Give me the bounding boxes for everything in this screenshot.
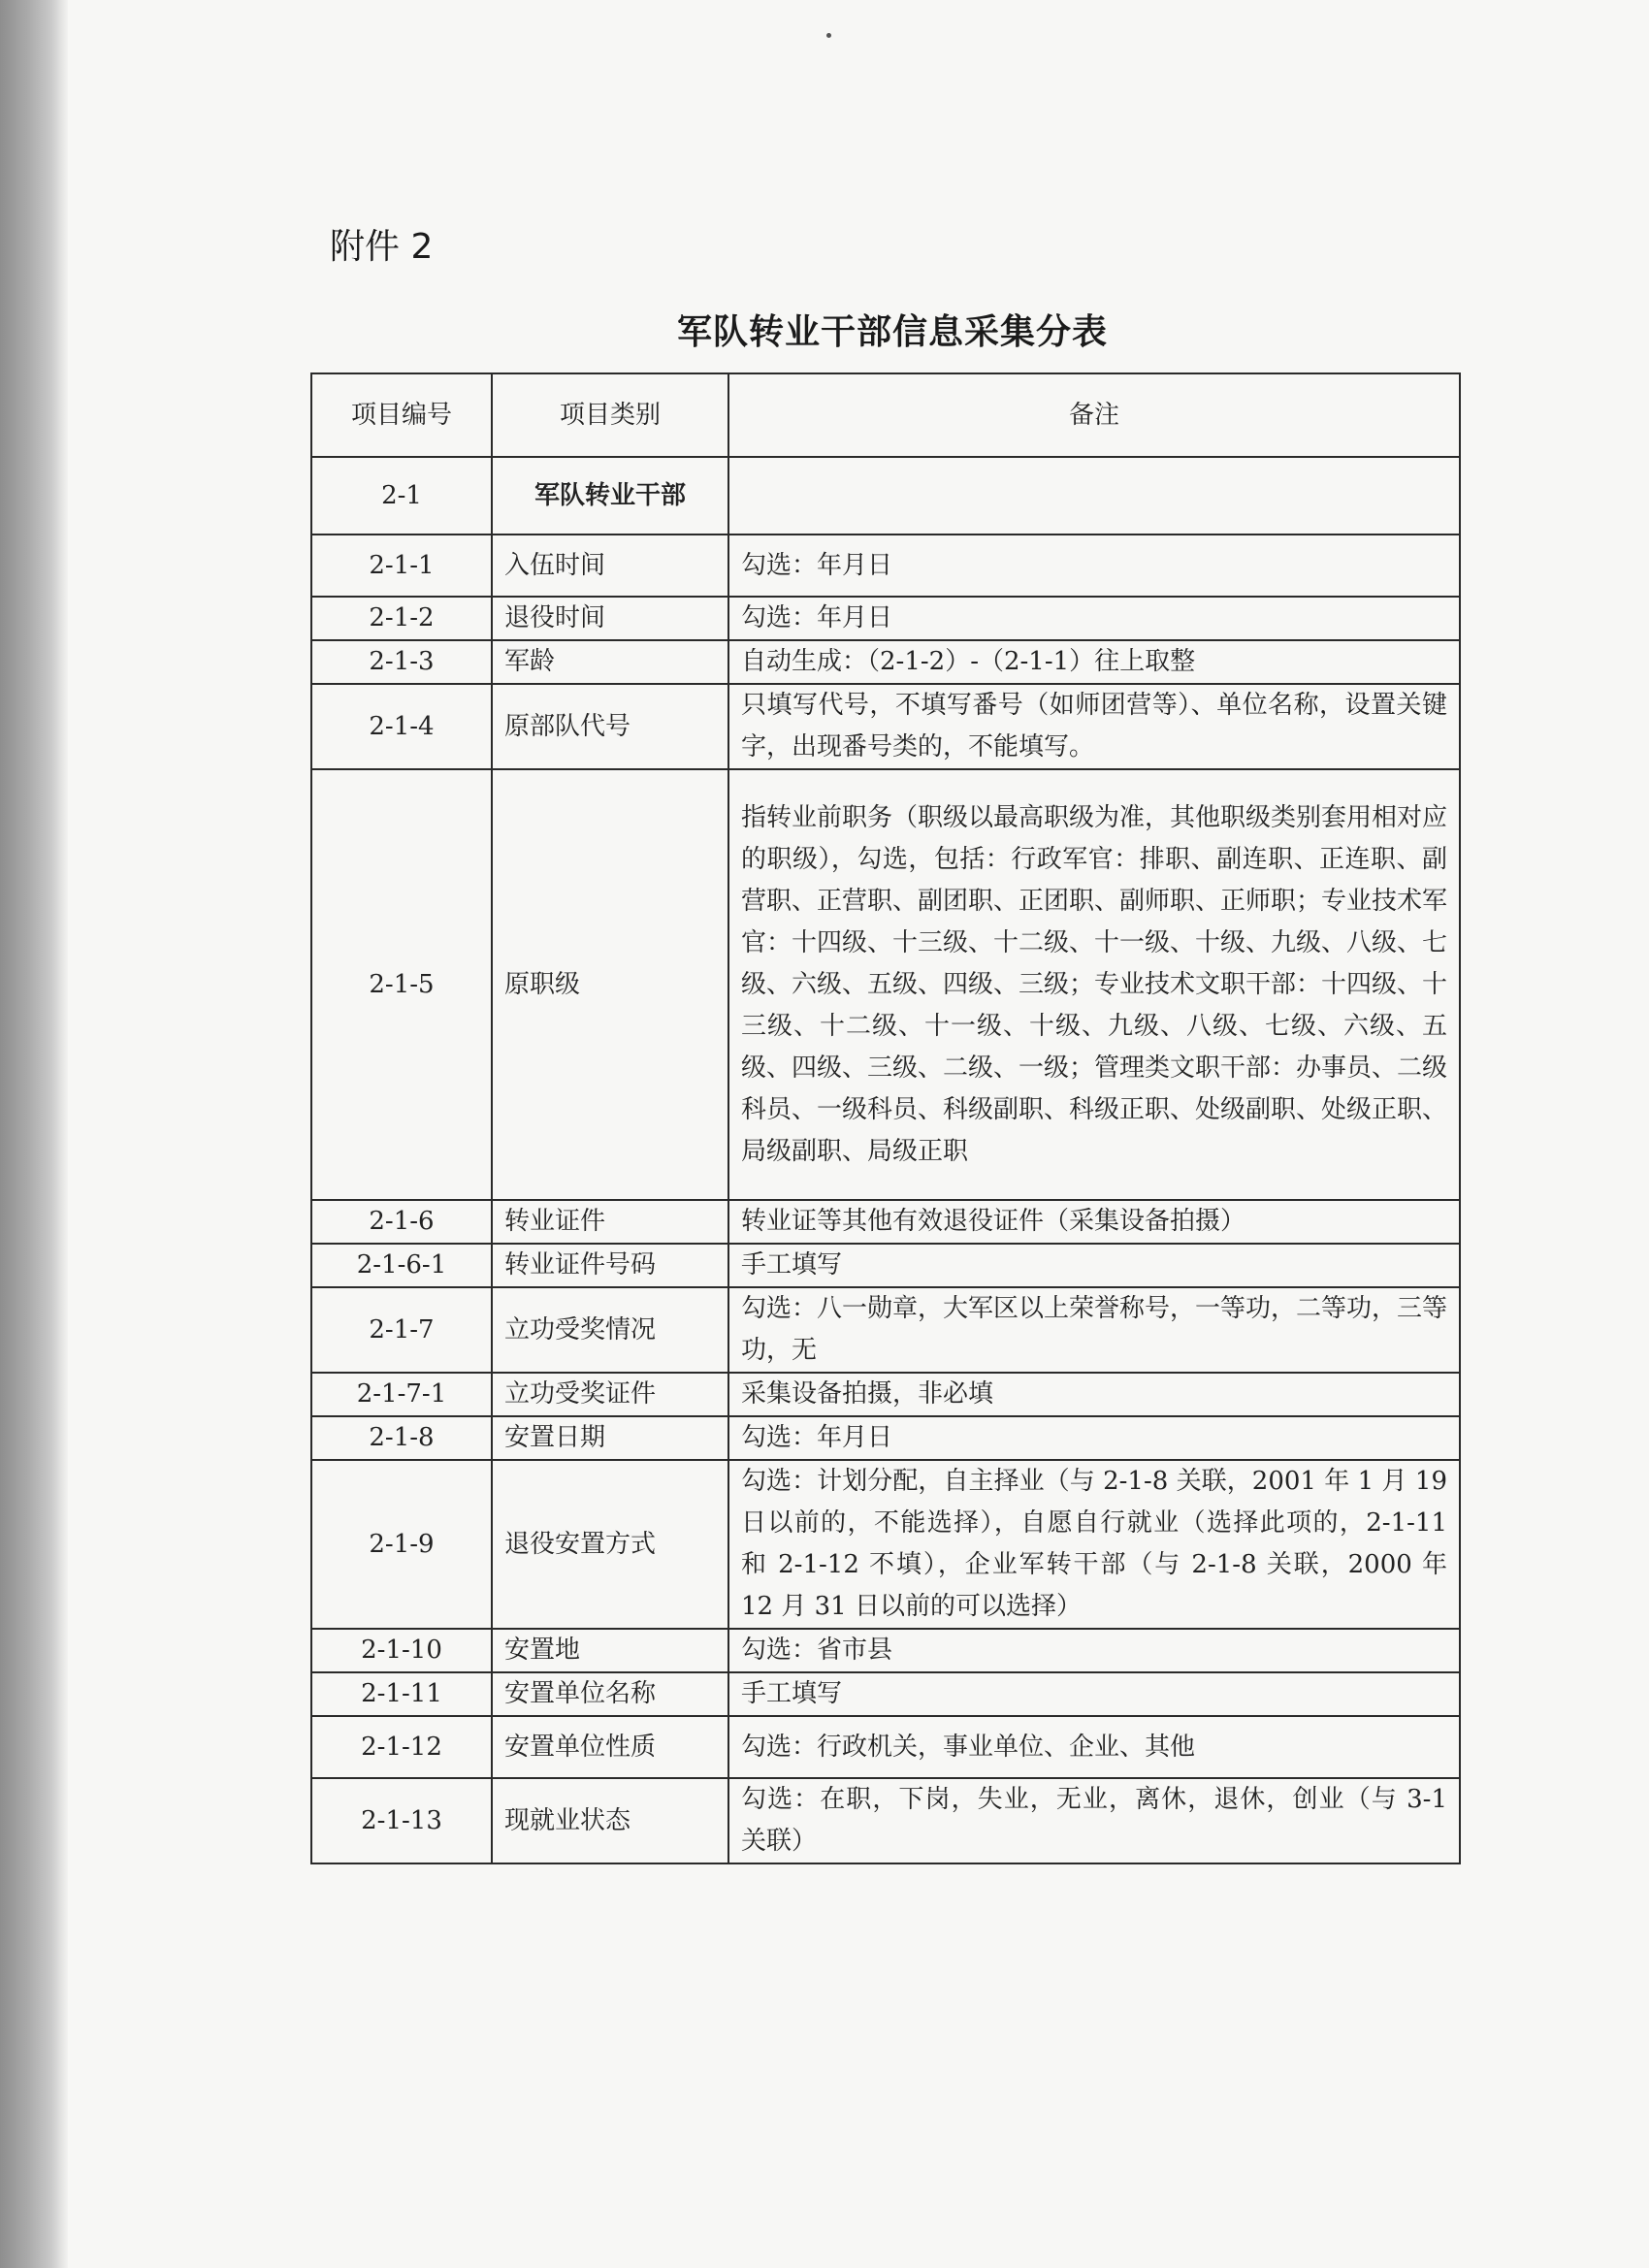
cell-note: 只填写代号，不填写番号（如师团营等）、单位名称，设置关键字，出现番号类的，不能填写。	[728, 684, 1460, 769]
cell-category: 军龄	[492, 640, 728, 684]
cell-category: 入伍时间	[492, 535, 728, 597]
cell-code: 2-1-3	[311, 640, 492, 684]
cell-code: 2-1-4	[311, 684, 492, 769]
cell-note: 转业证等其他有效退役证件（采集设备拍摄）	[728, 1200, 1460, 1244]
table-row	[311, 1629, 1460, 1672]
column-header-code: 项目编号	[311, 373, 492, 457]
cell-category: 安置单位性质	[492, 1716, 728, 1778]
table-row	[311, 1200, 1460, 1244]
column-header-category: 项目类别	[492, 373, 728, 457]
scan-edge-shadow	[0, 0, 68, 2268]
table-row	[311, 597, 1460, 640]
table-row	[311, 1716, 1460, 1778]
table-group-row	[311, 457, 1460, 535]
table-row	[311, 1778, 1460, 1863]
cell-note: 自动生成：（2-1-2）-（2-1-1）往上取整	[728, 640, 1460, 684]
cell-note: 勾选：在职，下岗，失业，无业，离休，退休，创业（与 3-1 关联）	[728, 1778, 1460, 1863]
cell-note: 勾选：八一勋章，大军区以上荣誉称号，一等功，二等功，三等功，无	[728, 1287, 1460, 1373]
table-row	[311, 1287, 1460, 1373]
cell-code: 2-1-8	[311, 1416, 492, 1460]
cell-code: 2-1-13	[311, 1778, 492, 1863]
table-row	[311, 1460, 1460, 1629]
table-row	[311, 1416, 1460, 1460]
cell-category: 安置日期	[492, 1416, 728, 1460]
cell-category: 转业证件	[492, 1200, 728, 1244]
cell-code: 2-1-6-1	[311, 1244, 492, 1287]
cell-note: 勾选：年月日	[728, 597, 1460, 640]
cell-category: 原职级	[492, 769, 728, 1200]
table-row	[311, 1672, 1460, 1716]
cell-category: 安置单位名称	[492, 1672, 728, 1716]
cell-category: 立功受奖情况	[492, 1287, 728, 1373]
cell-category: 立功受奖证件	[492, 1373, 728, 1416]
cell-note: 勾选：计划分配，自主择业（与 2-1-8 关联，2001 年 1 月 19 日以前的，不能选择），自愿自行就业（选择此项的，2-1-11 和 2-1-12 不填），企业军转干部（与 2-1-8 关联，2000 年 12 月 31 日以前的可以选择）	[728, 1460, 1460, 1629]
cell-category: 原部队代号	[492, 684, 728, 769]
cell-code: 2-1-7	[311, 1287, 492, 1373]
cell-code: 2-1-2	[311, 597, 492, 640]
cell-note: 勾选：行政机关，事业单位、企业、其他	[728, 1716, 1460, 1778]
cell-note: 指转业前职务（职级以最高职级为准，其他职级类别套用相对应的职级），勾选，包括：行政军官：排职、副连职、正连职、副营职、正营职、副团职、正团职、副师职、正师职；专业技术军官：十四级、十三级、十二级、十一级、十级、九级、八级、七级、六级、五级、四级、三级；专业技术文职干部：十四级、十三级、十二级、十一级、十级、九级、八级、七级、六级、五级、四级、三级、二级、一级；管理类文职干部：办事员、二级科员、一级科员、科级副职、科级正职、处级副职、处级正职、局级副职、局级正职	[728, 769, 1460, 1200]
cell-category: 退役安置方式	[492, 1460, 728, 1629]
cell-code: 2-1-12	[311, 1716, 492, 1778]
cell-note: 采集设备拍摄，非必填	[728, 1373, 1460, 1416]
table-row	[311, 769, 1460, 1200]
cell-category: 安置地	[492, 1629, 728, 1672]
cell-note	[728, 457, 1460, 535]
attachment-label: 附件 2	[330, 227, 434, 267]
cell-code: 2-1-5	[311, 769, 492, 1200]
info-collection-table	[310, 373, 1461, 1864]
table-row	[311, 1244, 1460, 1287]
cell-code: 2-1-9	[311, 1460, 492, 1629]
cell-code: 2-1-10	[311, 1629, 492, 1672]
cell-note: 勾选：年月日	[728, 535, 1460, 597]
document-title: 军队转业干部信息采集分表	[676, 312, 1108, 352]
table-row	[311, 640, 1460, 684]
table-row	[311, 535, 1460, 597]
cell-note: 勾选：年月日	[728, 1416, 1460, 1460]
cell-note: 勾选：省市县	[728, 1629, 1460, 1672]
cell-code: 2-1-6	[311, 1200, 492, 1244]
cell-note: 手工填写	[728, 1244, 1460, 1287]
cell-category: 现就业状态	[492, 1778, 728, 1863]
cell-code: 2-1	[311, 457, 492, 535]
cell-category: 军队转业干部	[492, 457, 728, 535]
table-row	[311, 1373, 1460, 1416]
cell-code: 2-1-7-1	[311, 1373, 492, 1416]
column-header-note: 备注	[728, 373, 1460, 457]
table-header-row	[311, 373, 1460, 457]
scan-speck	[826, 33, 831, 38]
cell-code: 2-1-11	[311, 1672, 492, 1716]
table-row	[311, 684, 1460, 769]
cell-category: 退役时间	[492, 597, 728, 640]
cell-category: 转业证件号码	[492, 1244, 728, 1287]
cell-note: 手工填写	[728, 1672, 1460, 1716]
cell-code: 2-1-1	[311, 535, 492, 597]
